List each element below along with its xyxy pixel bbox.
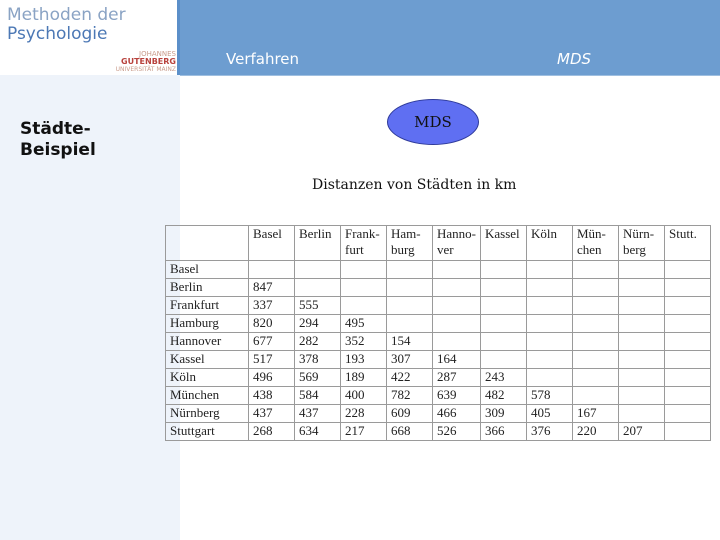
row-label: Stuttgart bbox=[166, 423, 249, 441]
distance-cell bbox=[527, 351, 573, 369]
distance-cell bbox=[665, 315, 711, 333]
distance-cell: 337 bbox=[249, 297, 295, 315]
distance-cell: 217 bbox=[341, 423, 387, 441]
distance-cell bbox=[619, 387, 665, 405]
distance-cell: 496 bbox=[249, 369, 295, 387]
course-title-line1: Methoden der bbox=[7, 5, 126, 25]
distance-cell: 677 bbox=[249, 333, 295, 351]
table-row bbox=[166, 369, 711, 387]
column-header: Hanno- ver bbox=[433, 226, 481, 261]
section-heading bbox=[20, 119, 96, 161]
distance-cell: 376 bbox=[527, 423, 573, 441]
row-label: Hannover bbox=[166, 333, 249, 351]
row-label: Nürnberg bbox=[166, 405, 249, 423]
header-blank-cell bbox=[166, 226, 249, 261]
distance-cell bbox=[665, 297, 711, 315]
university-logo bbox=[110, 50, 176, 74]
distance-cell: 847 bbox=[249, 279, 295, 297]
column-header: Kassel bbox=[481, 226, 527, 261]
distance-cell bbox=[387, 279, 433, 297]
row-label: Hamburg bbox=[166, 315, 249, 333]
distance-cell: 243 bbox=[481, 369, 527, 387]
section-heading-line2: Beispiel bbox=[20, 140, 96, 160]
column-header: Frank- furt bbox=[341, 226, 387, 261]
distance-cell: 555 bbox=[295, 297, 341, 315]
column-header: Köln bbox=[527, 226, 573, 261]
distance-cell bbox=[665, 351, 711, 369]
distance-cell bbox=[665, 387, 711, 405]
distance-cell bbox=[573, 279, 619, 297]
distance-cell bbox=[387, 261, 433, 279]
distance-cell bbox=[619, 369, 665, 387]
distance-cell bbox=[665, 405, 711, 423]
table-body bbox=[166, 261, 711, 441]
mds-badge: MDS bbox=[387, 99, 479, 145]
table-row bbox=[166, 297, 711, 315]
distance-cell bbox=[665, 333, 711, 351]
distance-cell: 482 bbox=[481, 387, 527, 405]
column-header: Berlin bbox=[295, 226, 341, 261]
distance-cell bbox=[665, 423, 711, 441]
table-row bbox=[166, 405, 711, 423]
distance-cell: 569 bbox=[295, 369, 341, 387]
row-label: Kassel bbox=[166, 351, 249, 369]
column-header: Stutt. bbox=[665, 226, 711, 261]
course-title bbox=[7, 6, 126, 44]
distance-cell bbox=[573, 261, 619, 279]
distance-cell: 294 bbox=[295, 315, 341, 333]
section-heading-line1: Städte- bbox=[20, 119, 91, 139]
column-header: Nürn- berg bbox=[619, 226, 665, 261]
distance-cell: 526 bbox=[433, 423, 481, 441]
header-section-label: Verfahren bbox=[226, 50, 300, 68]
distance-cell bbox=[619, 279, 665, 297]
distance-cell bbox=[619, 333, 665, 351]
distance-cell bbox=[527, 315, 573, 333]
university-logo-line3: UNIVERSITÄT MAINZ bbox=[115, 66, 176, 73]
distance-cell: 517 bbox=[249, 351, 295, 369]
distance-cell: 307 bbox=[387, 351, 433, 369]
distance-cell bbox=[433, 333, 481, 351]
distance-cell bbox=[573, 297, 619, 315]
distance-cell bbox=[341, 297, 387, 315]
row-label: München bbox=[166, 387, 249, 405]
distance-cell bbox=[619, 351, 665, 369]
university-logo-line1: JOHANNES bbox=[139, 50, 176, 58]
header-topic-label: MDS bbox=[557, 50, 592, 68]
distance-cell bbox=[341, 279, 387, 297]
table-row bbox=[166, 333, 711, 351]
row-label: Köln bbox=[166, 369, 249, 387]
distance-cell bbox=[481, 333, 527, 351]
distance-cell bbox=[295, 261, 341, 279]
table-row bbox=[166, 279, 711, 297]
distance-cell: 287 bbox=[433, 369, 481, 387]
course-title-line2: Psychologie bbox=[7, 24, 108, 44]
distance-cell: 167 bbox=[573, 405, 619, 423]
distance-cell: 639 bbox=[433, 387, 481, 405]
distance-cell: 609 bbox=[387, 405, 433, 423]
distance-cell bbox=[619, 405, 665, 423]
distance-cell: 466 bbox=[433, 405, 481, 423]
logo-area bbox=[0, 0, 180, 75]
distance-cell bbox=[341, 261, 387, 279]
table-header-row bbox=[166, 226, 711, 261]
distance-cell: 400 bbox=[341, 387, 387, 405]
distance-cell bbox=[527, 261, 573, 279]
row-label: Frankfurt bbox=[166, 297, 249, 315]
distance-cell bbox=[573, 369, 619, 387]
distance-cell bbox=[619, 297, 665, 315]
distance-cell: 495 bbox=[341, 315, 387, 333]
table-row bbox=[166, 387, 711, 405]
distance-cell bbox=[527, 297, 573, 315]
table-row bbox=[166, 261, 711, 279]
table-row bbox=[166, 423, 711, 441]
distance-cell: 782 bbox=[387, 387, 433, 405]
distance-cell: 164 bbox=[433, 351, 481, 369]
column-header: Mün- chen bbox=[573, 226, 619, 261]
distance-cell: 437 bbox=[249, 405, 295, 423]
column-header: Ham- burg bbox=[387, 226, 433, 261]
distance-cell: 820 bbox=[249, 315, 295, 333]
distance-cell bbox=[433, 315, 481, 333]
distance-cell: 366 bbox=[481, 423, 527, 441]
distance-cell: 634 bbox=[295, 423, 341, 441]
distance-cell bbox=[573, 315, 619, 333]
distance-cell bbox=[619, 315, 665, 333]
distance-cell bbox=[433, 297, 481, 315]
distance-cell bbox=[295, 279, 341, 297]
distance-cell: 228 bbox=[341, 405, 387, 423]
distance-cell: 193 bbox=[341, 351, 387, 369]
distance-cell: 405 bbox=[527, 405, 573, 423]
distance-cell bbox=[433, 261, 481, 279]
distance-cell: 352 bbox=[341, 333, 387, 351]
distance-cell: 438 bbox=[249, 387, 295, 405]
distance-cell: 154 bbox=[387, 333, 433, 351]
table-row bbox=[166, 315, 711, 333]
distance-cell: 378 bbox=[295, 351, 341, 369]
distance-cell: 207 bbox=[619, 423, 665, 441]
sidebar bbox=[0, 0, 180, 540]
distance-cell bbox=[433, 279, 481, 297]
distance-cell: 220 bbox=[573, 423, 619, 441]
distance-cell bbox=[387, 297, 433, 315]
table-row bbox=[166, 351, 711, 369]
distance-cell bbox=[387, 315, 433, 333]
distance-cell bbox=[619, 261, 665, 279]
distance-cell bbox=[481, 315, 527, 333]
column-header: Basel bbox=[249, 226, 295, 261]
distance-cell bbox=[481, 351, 527, 369]
row-label: Berlin bbox=[166, 279, 249, 297]
header-bar bbox=[180, 0, 720, 76]
distance-cell: 437 bbox=[295, 405, 341, 423]
distance-cell bbox=[249, 261, 295, 279]
distance-cell: 422 bbox=[387, 369, 433, 387]
distance-cell bbox=[481, 297, 527, 315]
distance-cell bbox=[527, 369, 573, 387]
distance-cell bbox=[665, 279, 711, 297]
distance-cell: 309 bbox=[481, 405, 527, 423]
table-caption: Distanzen von Städten in km bbox=[312, 177, 517, 193]
university-logo-line2: GUTENBERG bbox=[121, 57, 176, 66]
distance-cell: 268 bbox=[249, 423, 295, 441]
row-label: Basel bbox=[166, 261, 249, 279]
distance-cell bbox=[481, 279, 527, 297]
distance-cell bbox=[573, 387, 619, 405]
distance-cell bbox=[527, 333, 573, 351]
distance-cell: 282 bbox=[295, 333, 341, 351]
distance-cell: 578 bbox=[527, 387, 573, 405]
distance-table bbox=[165, 225, 711, 441]
distance-cell: 189 bbox=[341, 369, 387, 387]
distance-cell bbox=[527, 279, 573, 297]
distance-cell: 668 bbox=[387, 423, 433, 441]
distance-cell bbox=[665, 261, 711, 279]
distance-cell bbox=[573, 333, 619, 351]
distance-cell bbox=[481, 261, 527, 279]
distance-cell bbox=[665, 369, 711, 387]
distance-cell bbox=[573, 351, 619, 369]
distance-cell: 584 bbox=[295, 387, 341, 405]
